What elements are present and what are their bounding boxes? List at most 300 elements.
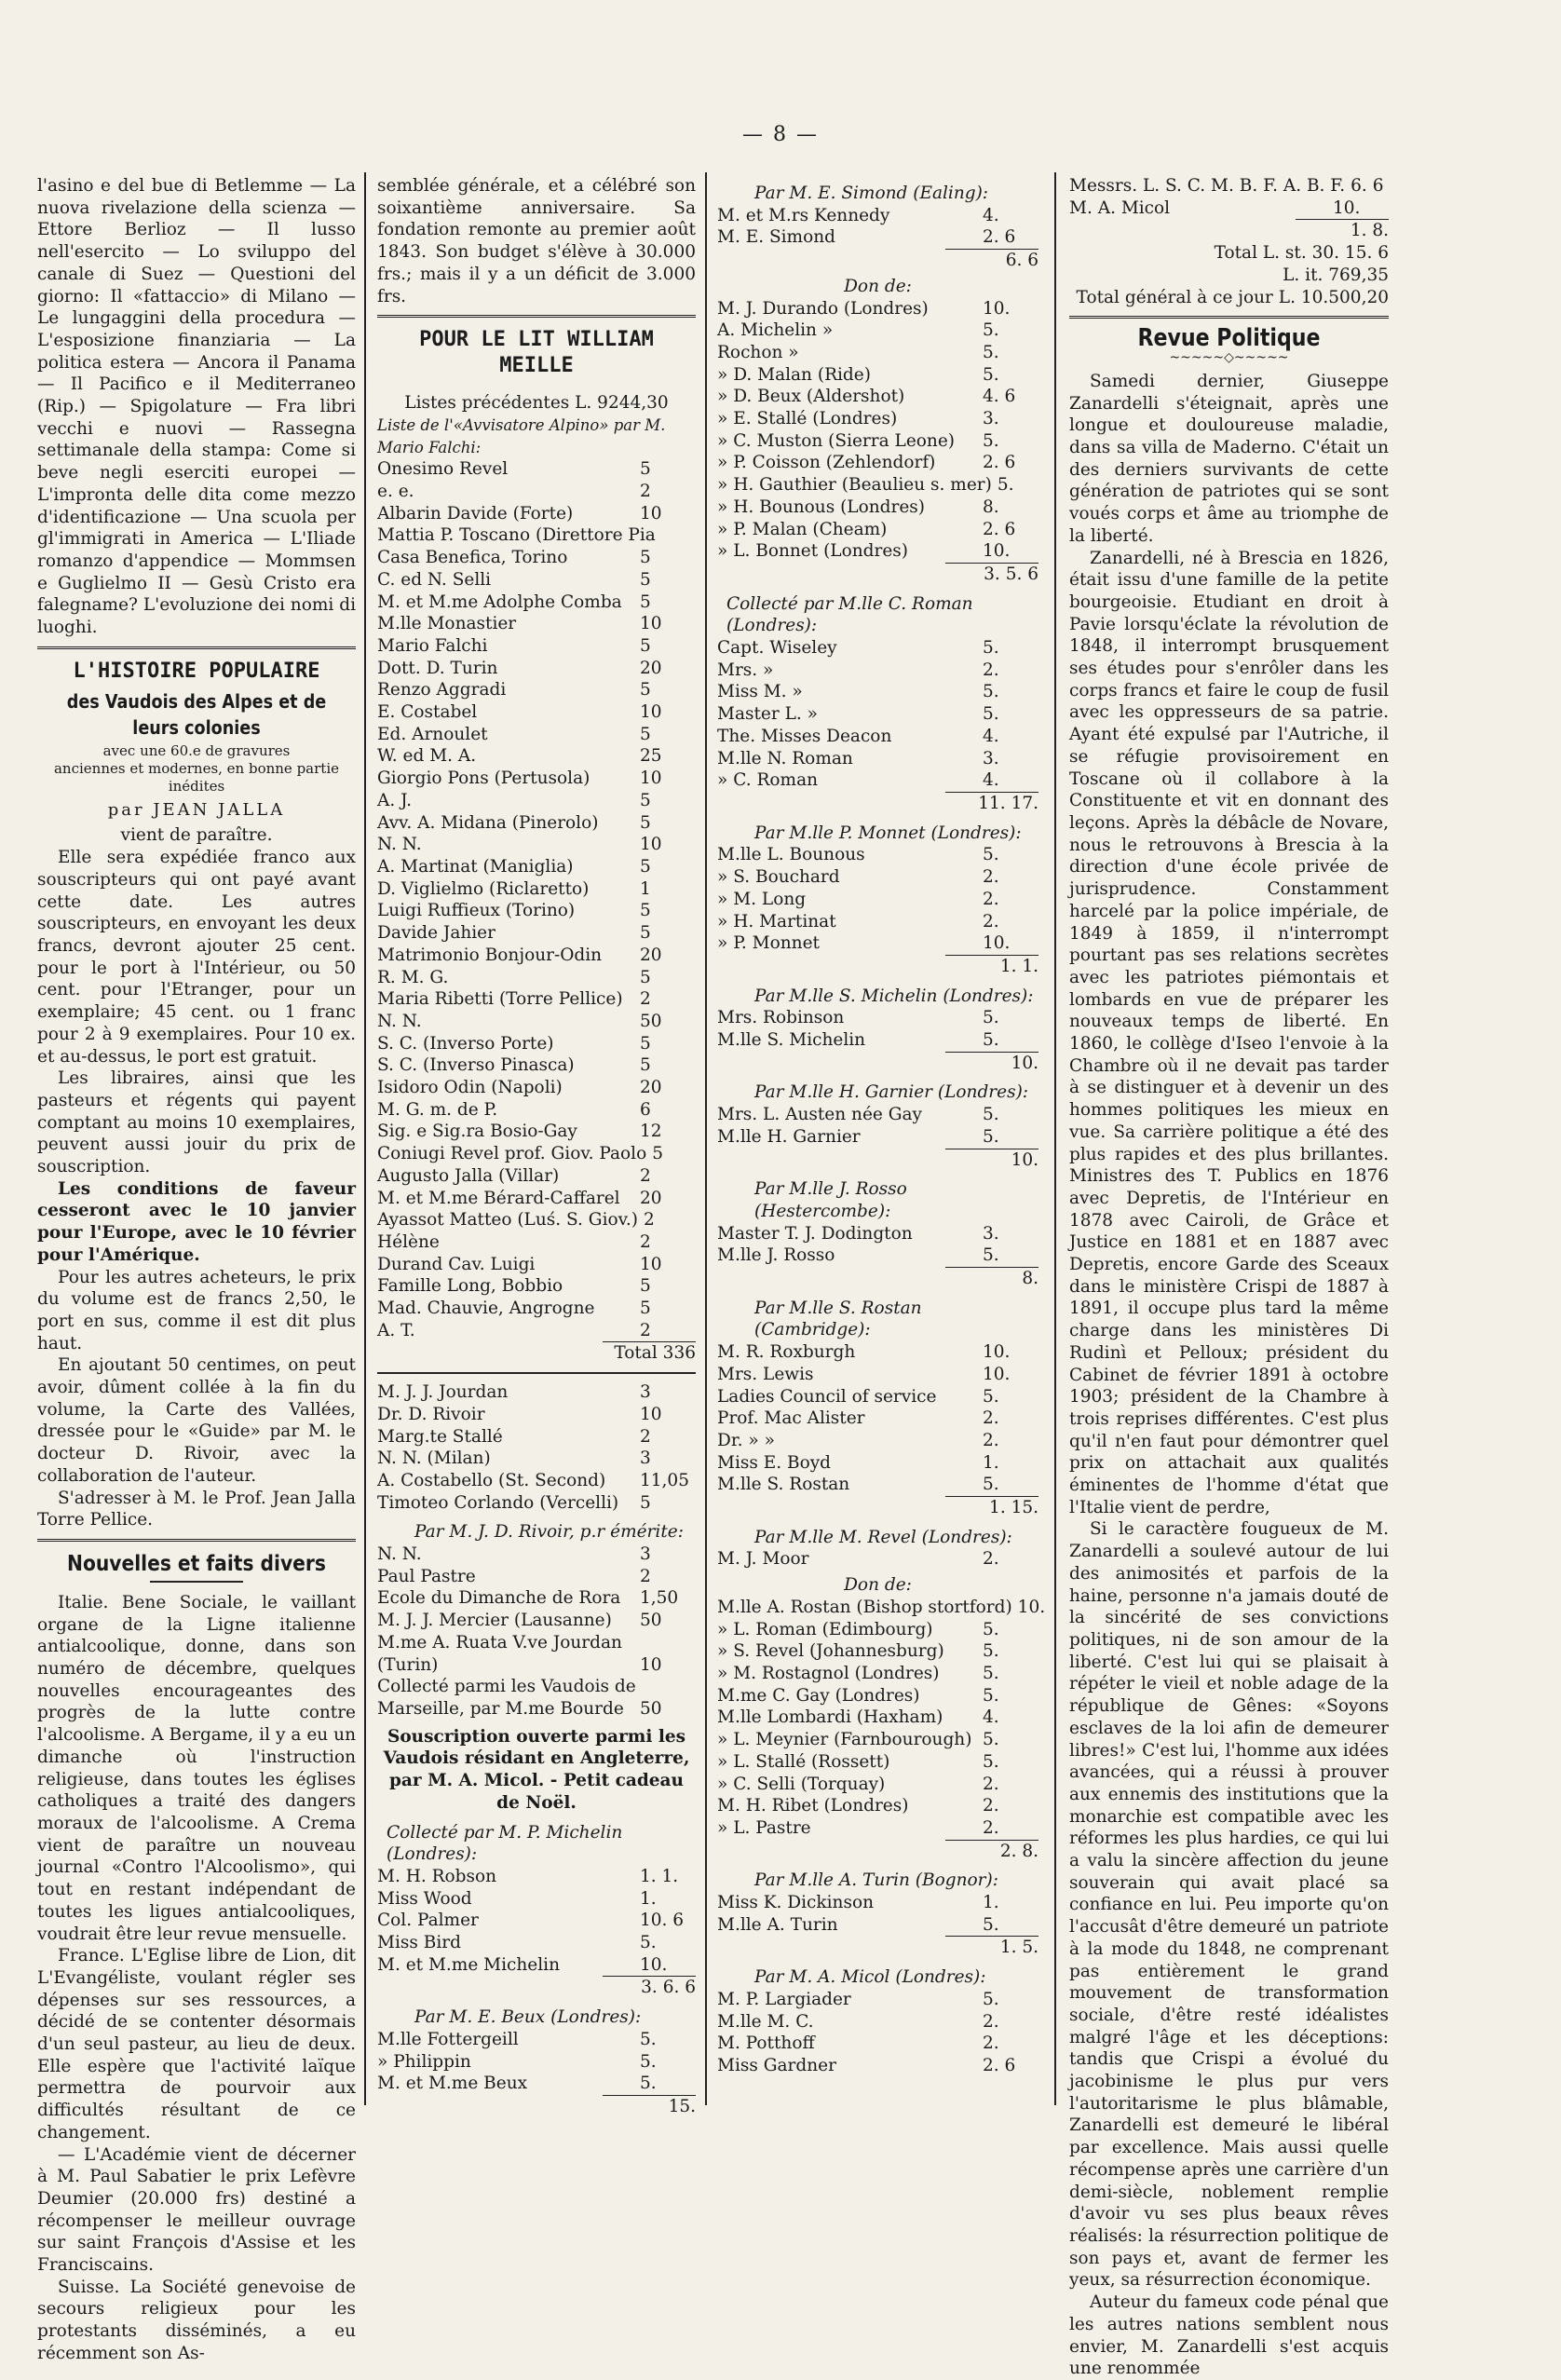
donor-row — [717, 540, 1038, 563]
donor-name: E. Costabel — [377, 702, 478, 723]
donor-amount: 5 — [640, 724, 651, 744]
garnier-head: Par M.lle H. Garnier (Londres): — [754, 1082, 1029, 1103]
donor-name: M. J. J. Jourdan — [377, 1382, 509, 1403]
donor-amount: 10. — [640, 1954, 668, 1975]
donor-row — [377, 1011, 696, 1033]
donor-amount: 1. — [983, 1452, 999, 1473]
donor-row — [717, 844, 1038, 866]
liste-head: Liste de l'«Avvisatore Alpino» par M. Mario Falchi: — [377, 415, 666, 456]
donor-name: Sig. e Sig.ra Bosio-Gay — [377, 1122, 577, 1142]
donor-name: R. M. G. — [377, 967, 449, 987]
sommaire-text: l'asino e del bue di Betlemme — La nuova rivelazione della scienza — Ettore Berlioz — Il lusso nell'esercito — Lo sviluppo del canale di Suez — Questioni del giorno: Il «fattaccio» di Milano — Le lungaggini della procedura — L'esposizione finanziaria — La politica estera — Ancora il Panama — Il Pacifico e il Mediterraneo (Rip.) — Spigolature — Fra libri vecchi e nuovi — Rassegna settimanale della stampa: Come si beve negli eserciti europei — L'impronta delle dita come mezzo d'identificazione — Una scuola per gl'immigrati in America — L'Iliade romanzo d'appendice — Mommsen e Guglielmo II — Gesù Cristo era falegname? L'evoluzione dei nomi di luoghi. — [37, 176, 356, 638]
column-divider — [364, 172, 366, 2105]
donor-name: M.lle H. Garnier — [717, 1126, 861, 1147]
donor-name: N. N. — [377, 1011, 422, 1031]
donor-amount: 5 — [640, 967, 651, 987]
donor-amount: 10 — [640, 614, 662, 634]
donor-name: M.lle L. Bounous — [717, 845, 865, 865]
donor-name: Ladies Council of service — [717, 1386, 937, 1407]
donor-name: W. ed M. A. — [377, 746, 477, 767]
column-1 — [37, 175, 356, 2363]
donor-row — [717, 703, 1038, 726]
column-2 — [377, 175, 696, 2141]
donor-row — [717, 1408, 1038, 1430]
donor-row — [717, 205, 1038, 227]
paragraph: Elle sera expédiée franco aux souscripteurs qui ont payé avant cette date. Les autres souscripteurs, en envoyant les deux francs, devront ajouter 25 cent. pour le port à l'Intérieur, ou 50 cent. pour l'Etranger, pour un exemplaire; 45 cent. ou 1 franc pour 2 à 9 exemplaires. Pour 10 ex. et au-dessus, le port est gratuit. — [37, 848, 356, 1067]
donor-row — [377, 1448, 696, 1470]
donor-row — [377, 922, 696, 945]
donor-name: Dr. » » — [717, 1430, 775, 1450]
donor-name: » Philippin — [377, 2051, 471, 2072]
divider — [377, 1372, 696, 1374]
donor-list — [717, 1597, 1046, 1840]
donor-amount: 5 — [640, 812, 651, 833]
donor-amount: 1 — [640, 878, 651, 899]
donor-name: Albarin Davide (Forte) — [377, 503, 574, 524]
donor-name: A. Martinat (Maniglia) — [377, 856, 574, 877]
donor-amount: 2. — [983, 2011, 999, 2032]
donor-list — [377, 2029, 696, 2095]
donor-amount: 2 — [640, 1566, 651, 1586]
donor-row — [377, 1910, 696, 1932]
histoire-paru: vient de paraître. — [120, 825, 273, 846]
donor-amount: 10. — [983, 1342, 1011, 1363]
donor-row — [377, 658, 696, 680]
donor-list — [717, 298, 1038, 563]
donor-row — [377, 1077, 696, 1099]
donor-name: » M. Rostagnol (Londres) — [717, 1664, 940, 1683]
donor-row — [377, 1165, 696, 1188]
revel-head: Par M.lle M. Revel (Londres): — [754, 1527, 1012, 1547]
donor-row — [717, 1548, 1038, 1571]
donor-amount: 2 — [643, 1210, 655, 1231]
donor-amount: 5. — [983, 364, 999, 385]
donor-name: Messrs. L. S. C. M. B. F. A. B. F. — [1069, 176, 1346, 196]
donor-row — [717, 1795, 1038, 1817]
donor-amount: 2. — [983, 867, 999, 888]
donor-amount: 2. — [983, 1430, 999, 1450]
histoire-note: anciennes et modernes, en bonne partie inédites — [53, 759, 339, 795]
donor-list — [717, 1989, 1038, 2077]
donor-row — [377, 458, 696, 481]
donor-row — [377, 1492, 696, 1515]
paragraph: Italie. Bene Sociale, le vaillant organe de la Ligne italienne antialcoolique, donne, dans son numéro de décembre, quelques nouvelles encourageantes des progrès de la lutte contre l'alcoolisme. A Bergame, il y a eu un dimanche où l'instruction religieuse, dans toutes les églises catholiques a traité des dangers moraux de l'alcoolisme. A Crema vient de paraître un nouveau journal «Contro l'Alcoolismo», qui tout en restant indépendant de toutes les ligues antialcooliques, voudrait être leur revue mensuelle. — [37, 1592, 356, 1944]
donor-amount: 5 — [640, 680, 651, 700]
donor-name: C. ed N. Selli — [377, 569, 492, 590]
donor-row — [377, 635, 696, 658]
donor-amount: 5. — [983, 1386, 999, 1407]
donor-row — [377, 1099, 696, 1122]
donor-name: Maria Ribetti (Torre Pellice) — [377, 989, 623, 1010]
page-number: — 8 — — [742, 123, 819, 146]
donor-name: Renzo Aggradi — [377, 680, 507, 700]
donor-row — [717, 1774, 1038, 1796]
divider — [150, 1581, 243, 1583]
donor-name: Onesimo Revel — [377, 459, 509, 480]
donor-amount: 5. — [983, 704, 999, 725]
donor-amount: 5 — [640, 856, 651, 877]
donor-amount: 2 — [640, 1231, 651, 1252]
donor-amount: 10. — [983, 298, 1011, 319]
donor-row — [717, 1452, 1038, 1475]
donor-row — [377, 613, 696, 635]
histoire-author: par JEAN JALLA — [107, 799, 286, 820]
donor-row — [377, 878, 696, 901]
donor-name: M. Potthoff — [717, 2033, 815, 2054]
donor-row — [377, 2051, 696, 2074]
donor-amount: 5. — [983, 1989, 999, 2009]
donor-name: Prof. Mac Alister — [717, 1408, 865, 1429]
donor-amount: 5. — [997, 475, 1014, 496]
donor-name: M. R. Roxburgh — [717, 1342, 856, 1363]
donor-name: Miss E. Boyd — [717, 1452, 832, 1473]
donor-name: » L. Roman (Edimbourg) — [717, 1619, 933, 1639]
donor-amount: 5. — [640, 1933, 657, 1953]
donor-name: » D. Malan (Ride) — [717, 364, 871, 385]
donor-amount: 10 — [640, 1254, 662, 1274]
donor-row — [717, 866, 1038, 889]
donor-amount: 5. — [983, 1105, 999, 1125]
rostan-head: Par M.lle S. Rostan (Cambridge): — [754, 1298, 922, 1340]
subtotal: 1. 15. — [989, 1498, 1038, 1518]
michelin-head: Collecté par M. P. Michelin (Londres): — [387, 1822, 623, 1865]
donor-amount: 5. — [983, 1730, 999, 1750]
donor-list — [717, 1892, 1038, 1936]
donor-row — [377, 503, 696, 525]
donor-amount: 5 — [640, 1033, 651, 1054]
histoire-subtitle: des Vaudois des Alpes et de leurs colonies — [66, 689, 327, 739]
donor-row — [377, 1866, 696, 1888]
donor-row — [717, 474, 1038, 496]
donor-amount: 5. — [983, 1751, 999, 1772]
donor-amount: 10 — [640, 1404, 662, 1424]
donor-amount: 5. — [983, 1619, 999, 1639]
donor-name: Mrs. » — [717, 660, 774, 680]
donor-amount: 5 — [640, 923, 651, 944]
donor-amount: 50 — [640, 1699, 662, 1719]
donor-name: M.me A. Ruata V.ve Jourdan — [377, 1632, 622, 1652]
donor-amount: 25 — [640, 746, 662, 767]
donor-row — [377, 1320, 696, 1342]
donor-row — [717, 1685, 1038, 1707]
donor-row — [377, 547, 696, 569]
total-general: Total général à ce jour L. 10.500,20 — [1076, 287, 1389, 307]
donor-amount: 3 — [640, 1448, 651, 1469]
donor-name: M. et M.rs Kennedy — [717, 205, 890, 225]
donor-amount: 10 — [640, 702, 662, 723]
donor-name: Marseille, par M.me Bourde — [377, 1699, 624, 1719]
donor-amount: 2. — [983, 1817, 999, 1838]
donor-name: M. et M.me Beux — [377, 2074, 528, 2094]
donor-amount: 20 — [640, 945, 662, 965]
donor-row — [717, 496, 1038, 519]
roman-head: Collecté par M.lle C. Roman (Londres): — [726, 593, 973, 636]
donor-amount: 10. — [983, 541, 1011, 562]
donor-amount: 5. — [640, 2074, 657, 2094]
beux-head: Par M. E. Beux (Londres): — [414, 2007, 642, 2028]
donor-row — [377, 1888, 696, 1911]
donor-name: » C. Selli (Torquay) — [717, 1774, 886, 1794]
donor-name: » L. Pastre — [717, 1817, 811, 1838]
donor-amount: 2 — [640, 1165, 651, 1186]
donor-amount: 50 — [640, 1011, 662, 1031]
total: Total 336 — [614, 1343, 696, 1364]
donor-name: Miss Gardner — [717, 2055, 836, 2075]
donor-amount: 5. — [983, 1030, 999, 1051]
column-divider — [705, 172, 707, 2105]
donor-row — [377, 1587, 696, 1610]
donor-row — [377, 592, 696, 614]
donor-list — [717, 1341, 1038, 1496]
donor-name: Marg.te Stallé — [377, 1426, 503, 1447]
donor-name: M.lle S. Michelin — [717, 1030, 866, 1051]
donor-name: Miss Wood — [377, 1888, 472, 1909]
donor-row — [717, 364, 1038, 387]
donor-row — [717, 1341, 1038, 1364]
donor-row — [377, 1381, 696, 1404]
donor-name: A. T. — [377, 1320, 415, 1340]
donor-row — [377, 834, 696, 856]
donor-amount: 5 — [640, 548, 651, 568]
paragraph: En ajoutant 50 centimes, on peut avoir, dûment collée à la fin du volume, la Carte des Vallées, dressée pour le «Guide» par M. le docteur D. Rivoir, avec la collaboration de l'auteur. — [37, 1355, 356, 1486]
subtotal: 8. — [1022, 1269, 1038, 1289]
paragraph: Auteur du fameux code pénal que les autres nations semblent nous envier, M. Zanardelli s'est acquis une renommée — [1069, 2292, 1389, 2379]
donor-name: N. N. — [377, 835, 422, 855]
histoire-note: avec une 60.e de gravures — [102, 741, 291, 759]
donor-amount: 4. — [983, 726, 999, 746]
donor-list — [717, 1548, 1038, 1571]
donor-amount: 3. — [983, 409, 999, 429]
donor-row — [717, 1386, 1038, 1408]
donor-amount: 10. 6 — [640, 1911, 685, 1931]
donor-name: Mad. Chauvie, Angrogne — [377, 1299, 595, 1319]
listes-precedentes: Listes précédentes L. 9244,30 — [404, 393, 669, 414]
donor-name: Ayassot Matteo (Luś. S. Giov.) — [377, 1210, 638, 1231]
donor-name: M.lle Monastier — [377, 614, 517, 634]
donor-amount: 5. — [983, 1664, 999, 1683]
donor-row — [717, 1126, 1038, 1149]
paragraph: Samedi dernier, Giuseppe Zanardelli s'éteignait, après une longue et douloureuse maladie, dans sa villa de Maderno. C'était un des derniers survivants de cette génération de patriotes qui se sont voués corps et âme au triomphe de la liberté. — [1069, 371, 1389, 546]
donor-row — [377, 1209, 696, 1231]
donor-name: S. C. (Inverso Pinasca) — [377, 1055, 575, 1076]
paragraph: France. L'Eglise libre de Lion, dit L'Evangéliste, voulant régler ses dépenses sur ses ressources, a décidé de se contenter désormais d'un seul pasteur, au lieu de deux. Elle espère que l'activité laïque permettra de pourvoir aux difficultés résultant de ce changement. — [37, 1946, 356, 2142]
rosso-head: Par M.lle J. Rosso (Hestercombe): — [754, 1179, 907, 1221]
donor-name: » P. Malan (Cheam) — [717, 519, 888, 539]
donor-row — [717, 1364, 1038, 1386]
donor-amount: 5. — [640, 2051, 657, 2072]
donor-amount: 10 — [640, 503, 662, 524]
donor-amount: 1. — [640, 1888, 657, 1909]
donor-name: Augusto Jalla (Villar) — [377, 1165, 560, 1186]
donor-name: » M. Long — [717, 889, 807, 909]
donor-row — [377, 1121, 696, 1143]
donor-list — [717, 844, 1038, 955]
donor-amount: 2 — [640, 989, 651, 1010]
paragraph: Pour les autres acheteurs, le prix du volume est de francs 2,50, le port en sus, comme il est dit plus haut. — [37, 1267, 356, 1353]
donor-list — [377, 1381, 696, 1514]
donor-amount: 5 — [640, 1299, 651, 1319]
donor-name: Timoteo Corlando (Vercelli) — [377, 1492, 619, 1513]
paragraph: — L'Académie vient de décerner à M. Paul Sabatier le prix Lefèvre Deumier (20.000 frs) destiné a récompenser le meilleur ouvrage sur saint François d'Assise et les Franciscains. — [37, 2144, 356, 2276]
donor-row — [1069, 175, 1389, 197]
paragraph: Les libraires, ainsi que les pasteurs et régents qui payent comptant au moins 10 exemplaires, peuvent aussi jouir du prix de souscription. — [37, 1068, 356, 1177]
monnet-head: Par M.lle P. Monnet (Londres): — [754, 823, 1022, 843]
donor-name: M.lle A. Rostan (Bishop stortford) — [717, 1597, 1012, 1617]
donor-name: Dr. D. Rivoir — [377, 1404, 485, 1424]
donor-list — [717, 1223, 1038, 1267]
don-de: Don de: — [844, 1575, 912, 1596]
donor-name: M. A. Micol — [1069, 197, 1171, 218]
donor-amount: 2. — [983, 1408, 999, 1429]
donor-row — [377, 1932, 696, 1954]
donor-row — [377, 790, 696, 812]
donor-amount: 2. — [983, 660, 999, 680]
donor-row — [717, 660, 1038, 682]
donor-name: Casa Benefica, Torino — [377, 548, 568, 568]
donor-name: » H. Bounous (Londres) — [717, 496, 925, 517]
donor-name: Coniugi Revel prof. Giov. Paolo — [377, 1144, 647, 1164]
donor-amount: 5 — [640, 459, 651, 480]
donor-row — [377, 1544, 696, 1566]
donor-name: M.me C. Gay (Londres) — [717, 1685, 920, 1706]
subtotal: 1. 8. — [1350, 221, 1389, 241]
paragraph: Si le caractère fougueux de M. Zanardelli a soulevé autour de lui des animosités et parfois de la haine, personne n'a jamais douté de la sincérité de ses convictions politiques, ni de son amour de la liberté. C'est lui qui se plaisait à répéter le vieil et noble adage de la république de Gênes: «Soyons esclaves de la loi afin de demeurer libres!» C'est lui, l'homme aux idées avancées, qui a réussi à prouver aux ennemis des institutions que la monarchie est compatible avec les réformes les plus hardies, ce qui lui a valu la sincère affection du jeune souverain qui avait placé sa confiance en lui. Peu importe qu'on l'accusât d'être demeuré un patriote à la mode du 1848, ne comprenant pas entièrement le grand mouvement de transformation sociale, d'être resté idéalistes malgré l'âge et les déceptions: tandis que Crispi a évolué du jacobinisme le plus pur vers l'autoritarisme le plus blâmable, Zanardelli est demeuré le libéral par excellence. Mais aussi quelle récompense après une carrière d'un demi-siècle, noblement remplie d'avoir vu ses plus beaux rêves réalisés: la résurrection politique de son pays et, avant de fermer les yeux, sa résurrection économique. — [1069, 1519, 1389, 2291]
donor-row — [717, 1029, 1038, 1052]
donor-name: Paul Pastre — [377, 1566, 476, 1586]
donor-row — [377, 967, 696, 989]
donor-name: Miss Bird — [377, 1933, 461, 1953]
donor-name: A. Costabello (St. Second) — [377, 1470, 606, 1490]
donor-row — [377, 1143, 696, 1165]
donor-name: A. Michelin » — [717, 320, 834, 341]
donor-amount: 2 — [640, 1320, 651, 1340]
paragraph: semblée générale, et a célébré son soixantième anniversaire. Sa fondation remonte au premier août 1843. Son budget s'élève à 30.000 frs.; mais il y a un déficit de 3.000 frs. — [377, 176, 696, 306]
divider — [1069, 316, 1389, 319]
donor-name: Giorgio Pons (Pertusola) — [377, 768, 590, 789]
donor-amount: 4. — [983, 205, 999, 225]
donor-list — [377, 1544, 696, 1720]
donor-row — [717, 1989, 1038, 2011]
donor-row — [377, 2029, 696, 2051]
donor-amount: 5 — [652, 1144, 663, 1164]
column-divider — [1054, 172, 1056, 2105]
donor-amount: 5. — [983, 1245, 999, 1266]
donor-amount: 10 — [640, 1654, 662, 1675]
donor-row — [377, 1566, 696, 1588]
donor-name: Famille Long, Bobbio — [377, 1276, 563, 1297]
donor-row — [717, 911, 1038, 933]
donor-amount: 5 — [640, 790, 651, 810]
donor-amount: 4. — [983, 1707, 999, 1728]
donor-amount: 2. 6 — [983, 519, 1016, 539]
donor-name: M. et M.me Michelin — [377, 1954, 560, 1975]
donor-name: M. J. J. Mercier (Lausanne) — [377, 1611, 612, 1631]
donor-row — [377, 1954, 696, 1977]
donor-amount: 10. — [983, 933, 1011, 954]
donor-row — [377, 1404, 696, 1426]
donor-amount: 20 — [640, 658, 662, 678]
donor-amount: 2. — [983, 1796, 999, 1816]
donor-name: » S. Revel (Johannesburg) — [717, 1641, 944, 1662]
donor-row — [377, 900, 696, 922]
donor-row — [377, 1054, 696, 1077]
donor-name: Miss M. » — [717, 682, 803, 702]
donor-name: M.lle Fottergeill — [377, 2029, 519, 2049]
donor-name: M.lle J. Rosso — [717, 1245, 835, 1266]
nouvelles-title: Nouvelles et faits divers — [67, 1551, 326, 1576]
donor-name: M. H. Robson — [377, 1866, 497, 1886]
donor-name: Master L. » — [717, 704, 818, 725]
donor-amount: 5 — [640, 569, 651, 590]
donor-amount: 2 — [640, 482, 651, 502]
donor-row — [377, 1470, 696, 1492]
donor-name: M. G. m. de P. — [377, 1099, 498, 1120]
divider — [37, 646, 356, 649]
lit-title: POUR LE LIT WILLIAM MEILLE — [419, 328, 654, 378]
revue-title: Revue Politique — [1137, 324, 1321, 353]
donor-name: Col. Palmer — [377, 1911, 479, 1931]
donor-name: D. Viglielmo (Riclaretto) — [377, 878, 590, 899]
subtotal: 11. 17. — [978, 793, 1038, 813]
donor-row — [717, 320, 1038, 342]
donor-name: Capt. Wiseley — [717, 638, 837, 659]
donor-amount: 3 — [640, 1382, 651, 1403]
donor-name: Mrs. L. Austen née Gay — [717, 1105, 922, 1125]
donor-row — [717, 1007, 1038, 1029]
donor-amount: 5. — [983, 1126, 999, 1147]
donor-row — [717, 1104, 1038, 1126]
donor-amount — [656, 524, 696, 547]
donor-row — [717, 1223, 1038, 1245]
donor-amount: 10. — [1017, 1597, 1046, 1617]
donor-row — [377, 1231, 696, 1254]
donor-row — [717, 1640, 1038, 1663]
donor-list — [377, 1866, 696, 1977]
donor-name: Mattia P. Toscano (Direttore Pia — [377, 525, 656, 546]
donor-amount: 11,05 — [640, 1470, 689, 1490]
donor-amount: 8. — [983, 496, 999, 517]
donor-amount: 5 — [640, 635, 651, 656]
donor-amount: 5. — [983, 845, 999, 865]
donor-list — [1069, 175, 1389, 219]
ornament-icon: ~~~~~◇~~~~~ — [1169, 349, 1289, 365]
donor-row — [377, 524, 696, 547]
donor-name: Avv. A. Midana (Pinerolo) — [377, 812, 599, 833]
donor-name: (Turin) — [377, 1654, 439, 1675]
histoire-title: L'HISTOIRE POPULAIRE — [73, 659, 320, 683]
donor-amount: 5. — [983, 1685, 999, 1706]
donor-amount: 2. — [983, 1774, 999, 1794]
donor-row — [717, 386, 1038, 408]
turin-head: Par M.lle A. Turin (Bognor): — [754, 1870, 998, 1891]
donor-name: S. C. (Inverso Porte) — [377, 1033, 554, 1054]
donor-amount: 6 — [640, 1099, 651, 1120]
donor-name: M.lle M. C. — [717, 2011, 814, 2032]
donor-name: Matrimonio Bonjour-Odin — [377, 945, 603, 965]
donor-name: Durand Cav. Luigi — [377, 1254, 536, 1274]
donor-row — [717, 1914, 1038, 1937]
donor-amount: 2 — [640, 1426, 651, 1447]
donor-row — [717, 2033, 1038, 2055]
donor-name: » S. Bouchard — [717, 867, 840, 888]
donor-amount: 1. 1. — [640, 1866, 679, 1886]
donor-row — [377, 768, 696, 790]
donor-name: Luigi Ruffieux (Torino) — [377, 901, 576, 921]
subtotal: 1. 5. — [999, 1938, 1038, 1958]
donor-row — [717, 408, 1038, 430]
donor-row — [377, 679, 696, 701]
donor-amount: 10 — [640, 835, 662, 855]
